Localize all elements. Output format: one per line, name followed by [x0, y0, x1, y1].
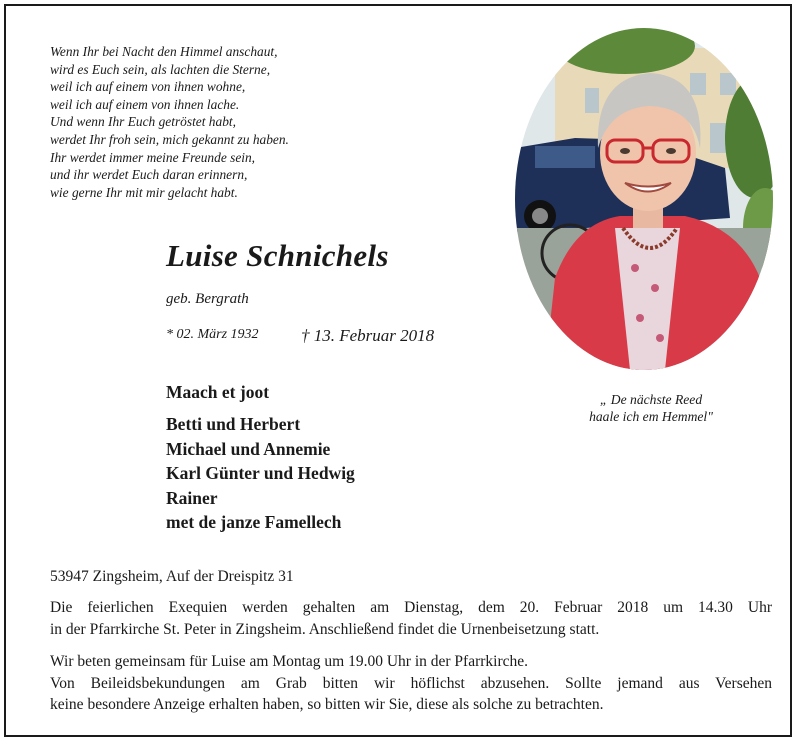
portrait-illustration	[515, 28, 773, 370]
poem-line: weil ich auf einem von ihnen lache.	[50, 96, 240, 112]
paragraph-line: Wir beten gemeinsam für Luise am Montag um 19.00 Uhr in der Pfarrkirche.	[50, 653, 529, 670]
poem-line: wird es Euch sein, als lachten die Sterne,	[50, 61, 271, 77]
poem-line: weil ich auf einem von ihnen wohne,	[50, 79, 246, 95]
poem-line: Wenn Ihr bei Nacht den Himmel anschaut,	[50, 44, 278, 59]
paragraph-line: Von Beileidsbekundungen am Grab bitten wir höflichst abzusehen. Sollte jemand aus Versehen	[50, 674, 772, 692]
mourner-name: met de janze Famellech	[166, 512, 342, 533]
obituary-notice	[4, 4, 792, 737]
paragraph-line: in der Pfarrkirche St. Peter in Zingsheim. Anschließend findet die Urnenbeisetzung statt.	[50, 620, 600, 638]
deceased-name: Luise Schnichels	[166, 238, 389, 273]
death-date: † 13. Februar 2018	[301, 326, 435, 345]
mourners-block	[166, 380, 355, 534]
paragraph-line: keine besondere Anzeige erhalten haben, so bitten wir Sie, diese als solche zu betrachten.	[50, 696, 604, 713]
poem-line: Ihr werdet immer meine Freunde sein,	[50, 149, 256, 165]
poem	[50, 43, 410, 201]
mourner-name: Betti und Herbert	[166, 414, 301, 435]
poem-line: wie gerne Ihr mit mir gelacht habt.	[50, 184, 238, 200]
portrait-photo	[515, 28, 773, 370]
quote	[546, 391, 756, 425]
mourner-name: Karl Günter und Hedwig	[166, 463, 355, 484]
poem-line: Und wenn Ihr Euch getröstet habt,	[50, 114, 236, 130]
poem-line: und ihr werdet Euch daran erinnern,	[50, 167, 248, 183]
address: 53947 Zingsheim, Auf der Dreispitz 31	[50, 568, 294, 585]
paragraph-line: Die feierlichen Exequien werden gehalten am Dienstag, dem 20. Februar 2018 um 14.30 Uhr	[50, 599, 772, 616]
prayer-paragraph	[50, 651, 772, 716]
farewell-greeting: Maach et joot	[166, 382, 270, 402]
birth-name: geb. Bergrath	[166, 291, 249, 307]
service-paragraph	[50, 597, 772, 640]
mourner-name: Michael und Annemie	[166, 438, 331, 459]
mourner-name: Rainer	[166, 487, 218, 508]
quote-line: haale ich em Hemmel"	[589, 409, 713, 424]
birth-date: * 02. März 1932	[166, 327, 259, 342]
poem-line: werdet Ihr froh sein, mich gekannt zu haben.	[50, 131, 289, 147]
quote-line: „ De nächste Reed	[599, 392, 703, 407]
